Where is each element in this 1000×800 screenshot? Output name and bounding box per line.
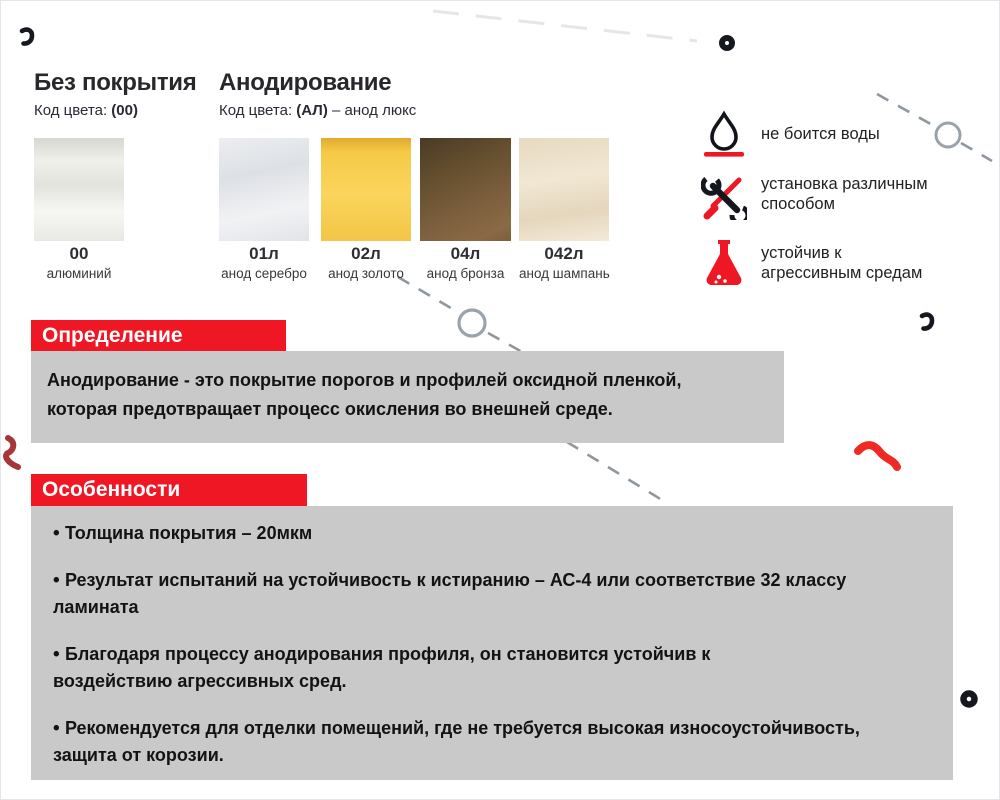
feature-item: • Рекомендуется для отделки помещений, где не требуется высокая износоустойчивость, защита от корозии. bbox=[53, 715, 863, 769]
red-squiggle-icon bbox=[858, 445, 897, 467]
anodizing-header bbox=[219, 69, 416, 119]
code-value: (АЛ) bbox=[296, 102, 328, 119]
dashed-line-right2-icon bbox=[961, 143, 992, 161]
swatch-label bbox=[34, 244, 124, 281]
swatch-anod-silver bbox=[219, 138, 309, 241]
benefit-text: устойчив к агрессивным средам bbox=[761, 244, 923, 282]
swatch-anod-bronze bbox=[420, 138, 511, 241]
tools-icon bbox=[701, 173, 747, 223]
feature-item: • Результат испытаний на устойчивость к истиранию – АС-4 или соответствие 32 классу ламината bbox=[53, 567, 853, 621]
comma-mark-right-icon bbox=[922, 315, 932, 329]
swatch-name: анод шампань bbox=[519, 266, 610, 281]
swatch-label bbox=[219, 244, 309, 281]
definition-panel bbox=[31, 351, 784, 443]
code-value: (00) bbox=[111, 102, 138, 119]
flask-icon bbox=[701, 237, 747, 287]
code-suffix: – анод люкс bbox=[332, 102, 417, 119]
swatch-code: 00 bbox=[69, 244, 89, 263]
swatch-code: 04л bbox=[450, 244, 481, 263]
dashed-line-mid-icon bbox=[398, 277, 456, 311]
benefit-installation bbox=[701, 173, 959, 223]
no-coating-header bbox=[34, 69, 196, 119]
swatch-code: 01л bbox=[249, 244, 279, 263]
swatch-name: анод бронза bbox=[426, 266, 505, 281]
swatch-anod-champagne bbox=[519, 138, 609, 241]
swatch-label bbox=[420, 244, 511, 281]
donut-dot-bottom-icon bbox=[964, 694, 975, 705]
anodizing-code bbox=[219, 102, 416, 119]
swatch-anod-gold bbox=[321, 138, 411, 241]
circle-marker-mid-icon bbox=[459, 310, 485, 336]
features-section-header bbox=[31, 474, 307, 506]
definition-section-header bbox=[31, 320, 286, 351]
benefits-list bbox=[701, 109, 959, 301]
dashed-line-mid2-icon bbox=[488, 333, 524, 353]
features-panel bbox=[31, 506, 953, 780]
features-list bbox=[53, 520, 931, 769]
swatch-label bbox=[321, 244, 411, 281]
anodizing-title: Анодирование bbox=[219, 69, 392, 96]
code-label: Код цвета: bbox=[34, 102, 108, 119]
swatch-name: алюминий bbox=[46, 266, 112, 281]
dashed-line-mid3-icon bbox=[567, 442, 662, 500]
swatch-label bbox=[519, 244, 609, 281]
swatch-aluminum bbox=[34, 138, 124, 241]
benefit-text: не боится воды bbox=[761, 125, 880, 143]
section-title: Определение bbox=[42, 323, 183, 347]
benefit-chemical bbox=[701, 237, 959, 287]
code-label: Код цвета: bbox=[219, 102, 293, 119]
feature-item: • Толщина покрытия – 20мкм bbox=[53, 520, 931, 547]
no-coating-title: Без покрытия bbox=[34, 69, 197, 96]
swatch-code: 042л bbox=[544, 244, 584, 263]
definition-text: Анодирование - это покрытие порогов и профилей оксидной пленкой, которая предотвращает процесс окисления во внешней среде. bbox=[47, 370, 682, 419]
no-coating-code bbox=[34, 102, 196, 119]
feature-item: • Благодаря процессу анодирования профиля, он становится устойчив к воздействию агрессивных сред. bbox=[53, 641, 783, 695]
water-drop-icon bbox=[701, 109, 747, 159]
dashed-line-top-icon bbox=[433, 11, 697, 41]
swatch-code: 02л bbox=[351, 244, 381, 263]
benefit-text: установка различным способом bbox=[761, 175, 928, 213]
swatch-name: анод серебро bbox=[221, 266, 307, 281]
comma-mark-top-left-icon bbox=[22, 30, 32, 44]
maroon-squiggle-icon bbox=[6, 438, 18, 467]
benefit-water bbox=[701, 109, 959, 159]
swatch-name: анод золото bbox=[328, 266, 404, 281]
section-title: Особенности bbox=[42, 478, 181, 501]
donut-dot-top-icon bbox=[722, 38, 732, 48]
